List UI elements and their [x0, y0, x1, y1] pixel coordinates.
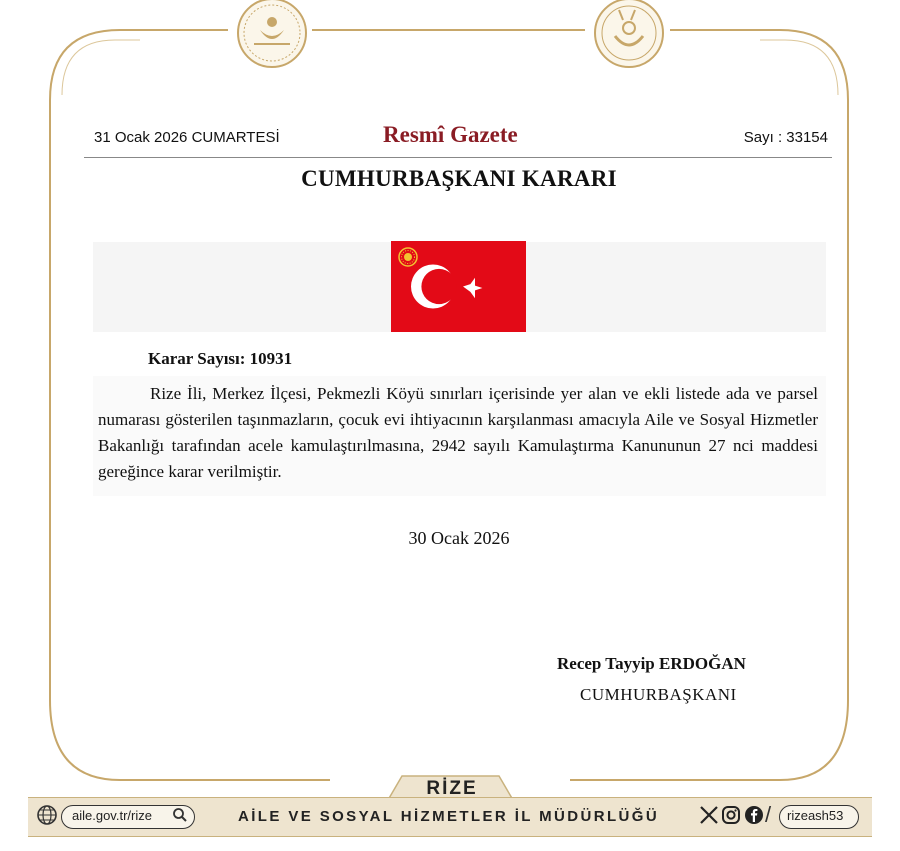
x-icon[interactable]	[699, 805, 719, 825]
decision-paragraph	[98, 381, 818, 485]
document-title: CUMHURBAŞKANI KARARI	[301, 166, 617, 191]
turkish-flag-icon	[391, 241, 526, 332]
facebook-icon[interactable]	[744, 805, 764, 825]
globe-icon	[36, 804, 58, 826]
search-icon[interactable]	[172, 807, 188, 823]
footer-city: RİZE	[426, 778, 478, 799]
gazette-date: 31 Ocak 2026 CUMARTESİ	[94, 129, 280, 146]
decision-text: Rize İli, Merkez İlçesi, Pekmezli Köyü sınırları içerisinde yer alan ve ekli listede ada ve parsel numarası gösterilen taşınmazların, çocuk evi ihtiyacının karşılanması amacıyla Aile ve Sosyal Hizmetler Bakanlığı tarafından acele kamulaştırılmasına, 2942 sayılı Kamulaştırma Kanununun 27 nci maddesi gereğince karar verilmiştir.	[98, 384, 818, 481]
footer-organization: AİLE VE SOSYAL HİZMETLER İL MÜDÜRLÜĞÜ	[238, 808, 660, 825]
website-url[interactable]: aile.gov.tr/rize	[72, 808, 152, 823]
ministry-emblem-icon	[232, 0, 312, 70]
signer-title: CUMHURBAŞKANI	[580, 685, 737, 704]
footer-slash: /	[765, 802, 772, 827]
issue-number: Sayı : 33154	[743, 129, 828, 146]
signature-date: 30 Ocak 2026	[408, 528, 510, 548]
instagram-icon[interactable]	[721, 805, 741, 825]
decision-number: Karar Sayısı: 10931	[148, 349, 293, 368]
header-divider	[84, 157, 832, 158]
anniversary-logo-icon	[589, 0, 669, 70]
social-handle[interactable]: rizeash53	[787, 808, 844, 823]
gazette-name: Resmî Gazete	[383, 122, 518, 147]
signer-name: Recep Tayyip ERDOĞAN	[557, 654, 746, 673]
